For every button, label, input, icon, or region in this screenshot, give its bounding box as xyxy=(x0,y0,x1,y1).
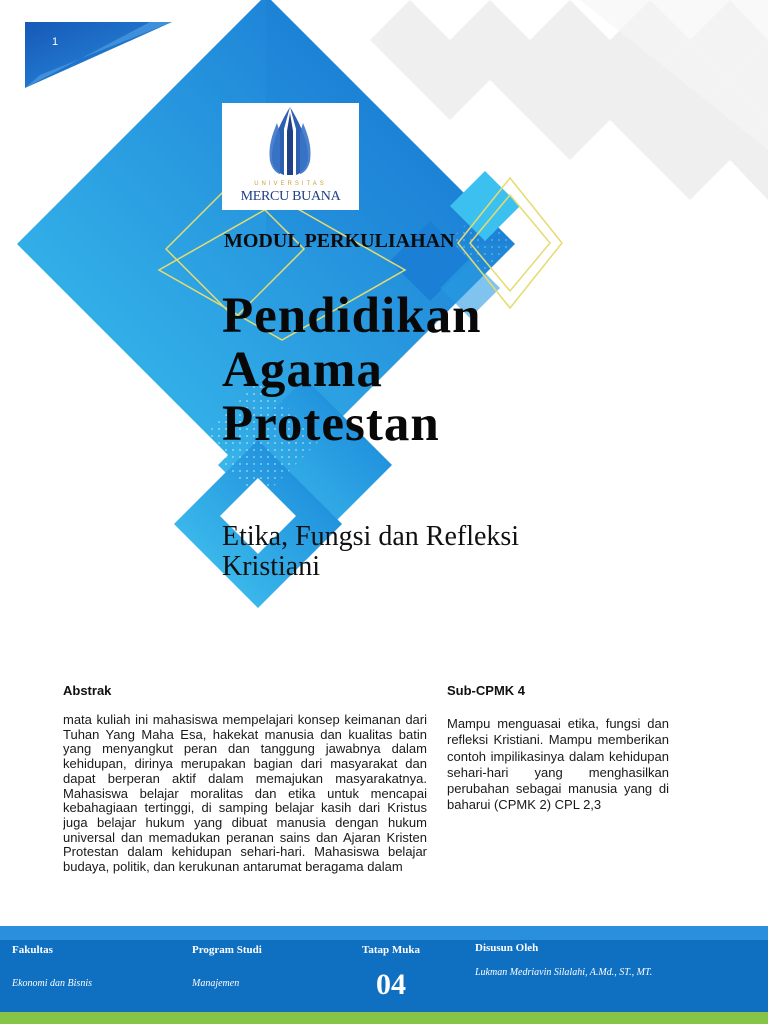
university-logo xyxy=(222,103,359,210)
corner-triangle xyxy=(25,22,172,88)
cpmk-text: Mampu menguasai etika, fungsi dan refleksi Kristiani. Mampu memberikan contoh impilikasinya dalam kehidupan sehari-hari yang menghasilkan perubahan sebagai manusia yang di baharui (CPMK 2) CPL 2,3 xyxy=(447,716,669,813)
subtitle-line: Etika, Fungsi dan Refleksi xyxy=(222,521,520,552)
module-subtitle xyxy=(222,522,642,582)
logo-name-text: MERCU BUANA xyxy=(240,189,341,204)
footer-green-strip xyxy=(0,1012,768,1024)
fakultas-label: Fakultas xyxy=(12,944,53,956)
disusun-value: Lukman Medriavin Silalahi, A.Md., ST., MT. xyxy=(475,967,653,978)
abstract-heading: Abstrak xyxy=(63,683,112,698)
tatap-muka-value: 04 xyxy=(376,968,406,1001)
footer-bar xyxy=(0,926,768,1024)
subtitle-line: Kristiani xyxy=(222,551,320,582)
footer-top-strip xyxy=(0,926,768,940)
title-line: Pendidikan xyxy=(222,288,482,344)
cpmk-heading: Sub-CPMK 4 xyxy=(447,683,525,698)
tatap-muka-label: Tatap Muka xyxy=(362,944,420,956)
page-number: 1 xyxy=(52,36,59,48)
module-kicker: MODUL PERKULIAHAN xyxy=(224,230,455,252)
course-title xyxy=(222,289,481,451)
title-line: Protestan xyxy=(222,396,440,452)
logo-emblem-icon xyxy=(222,103,359,181)
abstract-text: mata kuliah ini mahasiswa mempelajari konsep keimanan dari Tuhan Yang Maha Esa, hakekat manusia dan kualitas batin yang menyangkut peran dan tanggung jawabnya dalam kehidupan, dirinya merupakan bagian dari masyarakat dan dapat berperan aktif dalam memajukan masyarakatnya. Mahasiswa belajar moralitas dan etika untuk mencapai kebahagiaan tertinggi, di samping belajar kasih dari Kristus juga belajar hukum yang dibuat manusia dengan hukum universal dan memadukan peranan sains dan Ajaran Kristen Protestan dalam kehidupan sehari-hari. Mahasiswa belajar budaya, politik, dan kerukunan antarumat beragama dalam xyxy=(63,713,427,875)
title-line: Agama xyxy=(222,342,383,398)
logo-universitas-text: UNIVERSITAS xyxy=(254,181,327,187)
fakultas-value: Ekonomi dan Bisnis xyxy=(12,978,92,989)
disusun-label: Disusun Oleh xyxy=(475,942,539,954)
prodi-value: Manajemen xyxy=(192,978,240,989)
prodi-label: Program Studi xyxy=(192,944,262,956)
